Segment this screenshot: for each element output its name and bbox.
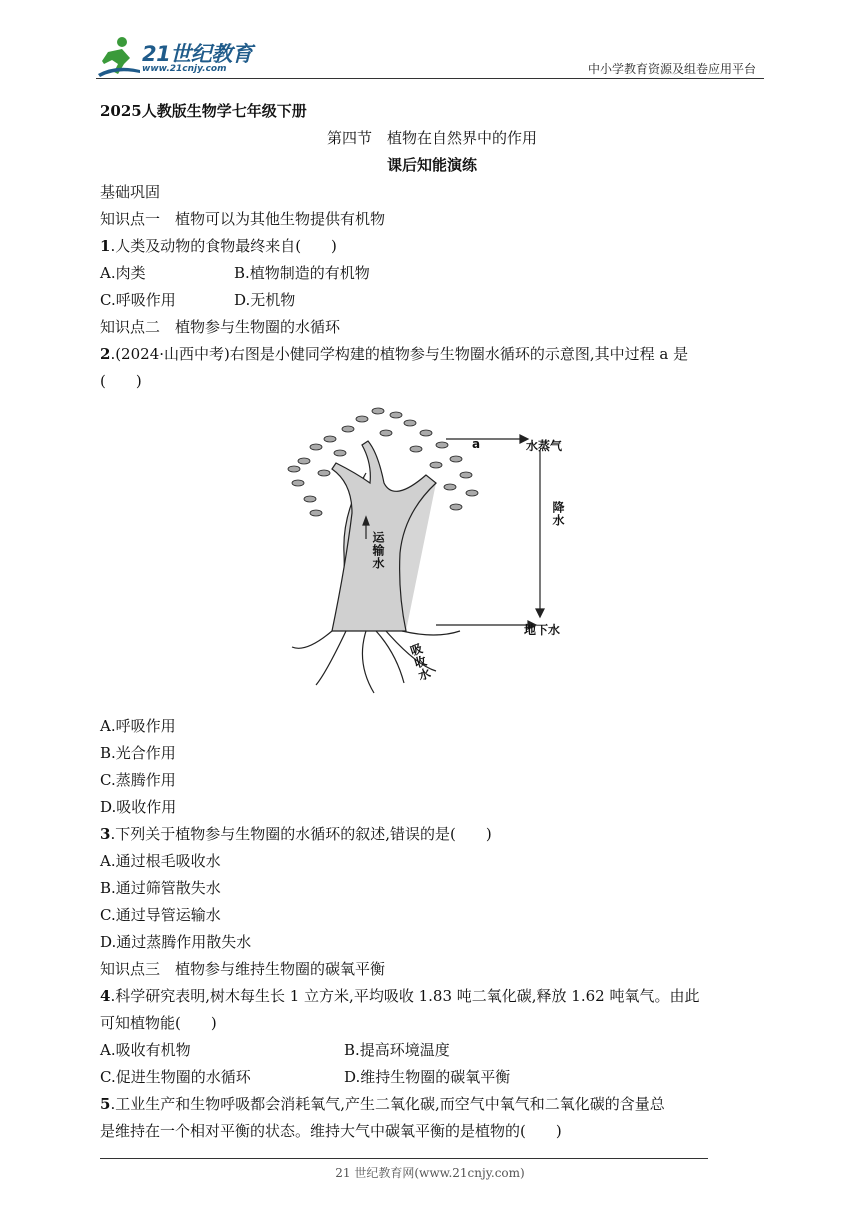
question-number: 2: [100, 345, 111, 363]
option-c: C.蒸腾作用: [100, 771, 176, 789]
option-d: D.无机物: [234, 291, 296, 309]
footer-text: 21 世纪教育网(www.21cnjy.com): [335, 1166, 525, 1180]
knowledge-point-1: 知识点一 植物可以为其他生物提供有机物: [100, 210, 386, 228]
knowledge-point-2: 知识点二 植物参与生物圈的水循环: [100, 318, 341, 336]
question-number: 4: [100, 987, 111, 1005]
label-precipitation: 降水: [551, 501, 565, 527]
footer-divider: [100, 1158, 708, 1159]
water-cycle-figure: [100, 403, 764, 707]
option-c: C.通过导管运输水: [100, 906, 221, 924]
question-text: .工业生产和生物呼吸都会消耗氧气,产生二氧化碳,而空气中氧气和二氧化碳的含量总: [110, 1095, 665, 1113]
question-text: .人类及动物的食物最终来自( ): [110, 237, 337, 255]
option-a: A.通过根毛吸收水: [100, 852, 221, 870]
option-a: A.肉类: [100, 264, 146, 282]
options-row: [100, 287, 764, 314]
option-d: D.维持生物圈的碳氧平衡: [344, 1068, 511, 1086]
header-divider: [96, 78, 764, 79]
options-row: [100, 1037, 764, 1064]
question-number: 3: [100, 825, 111, 843]
question-3: [100, 821, 764, 848]
option-b: B.光合作用: [100, 744, 176, 762]
knowledge-point-3: 知识点三 植物参与维持生物圈的碳氧平衡: [100, 960, 386, 978]
subtitle: 课后知能演练: [386, 156, 477, 174]
platform-name: 中小学教育资源及组卷应用平台: [587, 62, 756, 76]
option-c: C.呼吸作用: [100, 291, 176, 309]
question-text: .下列关于植物参与生物圈的水循环的叙述,错误的是( ): [110, 825, 492, 843]
document-body: [100, 98, 764, 1145]
option-b: B.通过筛管散失水: [100, 879, 221, 897]
question-number: 5: [100, 1095, 111, 1113]
logo-text: 21世纪教育: [142, 42, 253, 66]
question-text: .(2024·山西中考)右图是小健同学构建的植物参与生物圈水循环的示意图,其中过程 a 是: [110, 345, 689, 363]
question-text-cont: ( ): [100, 372, 142, 390]
question-number: 1: [100, 237, 111, 255]
label-groundwater: 地下水: [524, 623, 561, 637]
question-1: [100, 233, 764, 260]
question-2: [100, 341, 764, 368]
label-water-vapor: 水蒸气: [526, 439, 563, 453]
option-b: B.植物制造的有机物: [234, 264, 370, 282]
label-a: a: [472, 437, 481, 451]
option-c: C.促进生物圈的水循环: [100, 1068, 251, 1086]
option-a: A.吸收有机物: [100, 1041, 191, 1059]
question-4: [100, 983, 764, 1010]
logo-url: www.21cnjy.com: [142, 64, 227, 74]
category-label: 基础巩固: [100, 183, 161, 201]
option-a: A.呼吸作用: [100, 717, 176, 735]
question-text: .科学研究表明,树木每生长 1 立方米,平均吸收 1.83 吨二氧化碳,释放 1.62 吨氧气。由此: [110, 987, 700, 1005]
options-row: [100, 260, 764, 287]
question-text-cont: 是维持在一个相对平衡的状态。维持大气中碳氧平衡的是植物的( ): [100, 1122, 562, 1140]
question-5: [100, 1091, 764, 1118]
label-transport-water: 运输水: [371, 531, 385, 570]
label-absorb-water: 吸收水: [407, 641, 433, 684]
document-title: 2025人教版生物学七年级下册: [100, 102, 307, 120]
option-b: B.提高环境温度: [344, 1041, 450, 1059]
options-row: [100, 1064, 764, 1091]
section-heading: 第四节 植物在自然界中的作用: [326, 129, 537, 147]
option-d: D.吸收作用: [100, 798, 177, 816]
option-d: D.通过蒸腾作用散失水: [100, 933, 252, 951]
question-text-cont: 可知植物能( ): [100, 1014, 217, 1032]
